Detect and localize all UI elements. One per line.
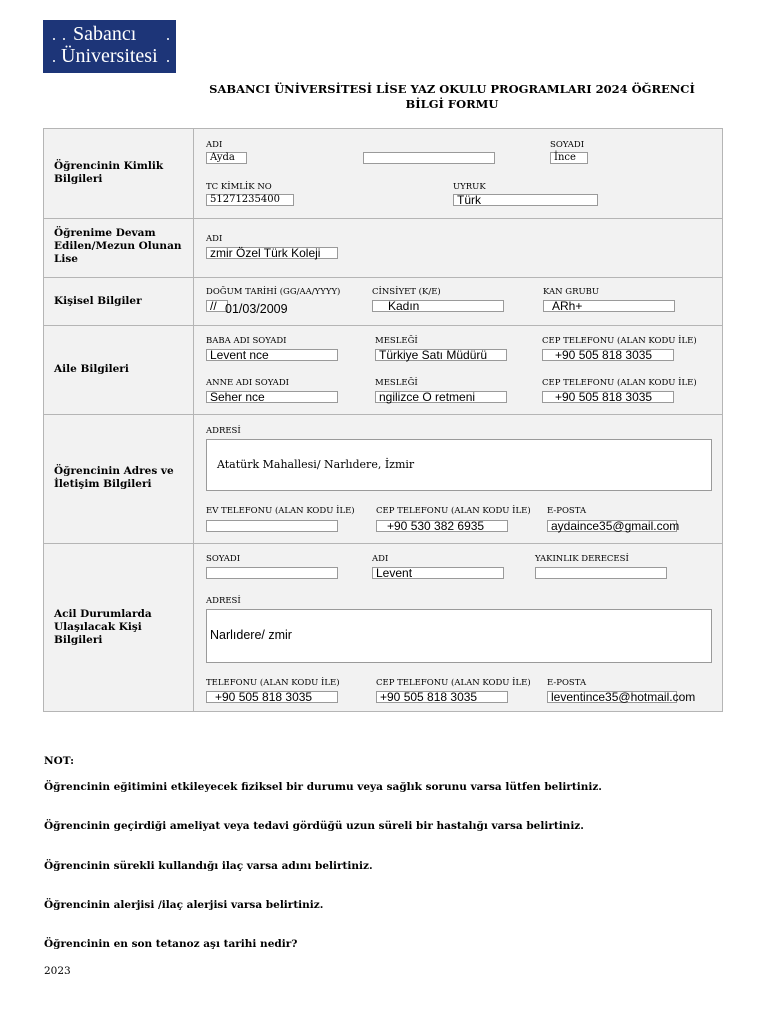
logo-line-1: Sabancı xyxy=(73,23,137,45)
school-adi-field[interactable]: zmir Özel Türk Koleji xyxy=(206,247,338,259)
section-label-identity: Öğrencinin Kimlik Bilgileri xyxy=(54,160,164,185)
mother-job-field[interactable]: ngilizce O retmeni xyxy=(375,391,507,403)
father-phone-label: CEP TELEFONU (ALAN KODU İLE) xyxy=(542,336,697,346)
emergency-adi-field[interactable]: Levent xyxy=(372,567,504,579)
dob-value: 01/03/2009 xyxy=(225,302,288,316)
identity-tc-field[interactable]: 51271235400 xyxy=(206,194,294,206)
identity-soyadi-label: SOYADI xyxy=(550,140,585,150)
emergency-address-field[interactable] xyxy=(206,609,712,663)
mother-phone-field[interactable]: +90 505 818 3035 xyxy=(542,391,674,403)
father-name-label: BABA ADI SOYADI xyxy=(206,336,287,346)
section-label-family: Aile Bilgileri xyxy=(54,363,129,375)
identity-uyruk-label: UYRUK xyxy=(453,182,486,192)
note-question-4: Öğrencinin alerjisi /ilaç alerjisi varsa belirtiniz. xyxy=(44,899,324,911)
section-label-school: Öğrenime Devam Edilen/Mezun Olunan Lise xyxy=(54,227,182,265)
emergency-phone-field[interactable]: +90 505 818 3035 xyxy=(206,691,338,703)
student-cell-label: CEP TELEFONU (ALAN KODU İLE) xyxy=(376,506,531,516)
note-heading: NOT: xyxy=(44,755,75,767)
relation-label: YAKINLIK DERECESİ xyxy=(535,554,629,564)
mother-name-label: ANNE ADI SOYADI xyxy=(206,378,289,388)
emergency-cell-label: CEP TELEFONU (ALAN KODU İLE) xyxy=(376,678,531,688)
mother-name-field[interactable]: Seher nce xyxy=(206,391,338,403)
address-label: ADRESİ xyxy=(206,426,241,436)
emergency-cell-field[interactable]: +90 505 818 3035 xyxy=(376,691,508,703)
student-email-label: E-POSTA xyxy=(547,506,587,516)
identity-adi-label: ADI xyxy=(206,140,223,150)
note-question-3: Öğrencinin sürekli kullandığı ilaç varsa adını belirtiniz. xyxy=(44,860,373,872)
section-label-address: Öğrencinin Adres ve İletişim Bilgileri xyxy=(54,465,174,490)
emergency-address-value: Narlıdere/ zmir xyxy=(210,628,292,642)
university-logo xyxy=(43,20,176,73)
form-title xyxy=(180,82,724,112)
father-job-field[interactable]: Türkiye Satı Müdürü xyxy=(375,349,507,361)
student-cell-field[interactable]: +90 530 382 6935 xyxy=(376,520,508,532)
logo-line-2: Üniversitesi xyxy=(61,45,158,67)
dob-prefix-field[interactable]: // xyxy=(206,300,228,312)
home-phone-field[interactable] xyxy=(206,520,338,532)
identity-middle-field[interactable] xyxy=(363,152,495,164)
emergency-soyadi-label: SOYADI xyxy=(206,554,241,564)
relation-field[interactable] xyxy=(535,567,667,579)
student-email-field[interactable]: aydaince35@gmail.com xyxy=(547,520,677,532)
mother-job-label: MESLEĞİ xyxy=(375,378,418,388)
emergency-email-field[interactable]: leventince35@hotmail.com xyxy=(547,691,677,703)
identity-adi-field[interactable]: Ayda xyxy=(206,152,247,164)
mother-phone-label: CEP TELEFONU (ALAN KODU İLE) xyxy=(542,378,697,388)
emergency-adi-label: ADI xyxy=(372,554,389,564)
gender-field[interactable]: Kadın xyxy=(372,300,504,312)
blood-label: KAN GRUBU xyxy=(543,287,600,297)
father-phone-field[interactable]: +90 505 818 3035 xyxy=(542,349,674,361)
form-title-line-2: BİLGİ FORMU xyxy=(405,97,499,111)
father-job-label: MESLEĞİ xyxy=(375,336,418,346)
emergency-phone-label: TELEFONU (ALAN KODU İLE) xyxy=(206,678,340,688)
emergency-address-label: ADRESİ xyxy=(206,596,241,606)
note-question-1: Öğrencinin eğitimini etkileyecek fiziksel bir durumu veya sağlık sorunu varsa lütfen belirtiniz. xyxy=(44,781,602,793)
note-question-5: Öğrencinin en son tetanoz aşı tarihi nedir? xyxy=(44,938,298,950)
address-value: Atatürk Mahallesi/ Narlıdere, İzmir xyxy=(217,458,415,471)
identity-soyadi-field[interactable]: İnce xyxy=(550,152,588,164)
identity-uyruk-field[interactable]: Türk xyxy=(453,194,598,206)
footer-year: 2023 xyxy=(44,965,71,977)
address-field[interactable] xyxy=(206,439,712,491)
note-question-2: Öğrencinin geçirdiği ameliyat veya tedavi gördüğü uzun süreli bir hastalığı varsa belirtiniz. xyxy=(44,820,584,832)
emergency-email-label: E-POSTA xyxy=(547,678,587,688)
dob-label: DOĞUM TARİHİ (GG/AA/YYYY) xyxy=(206,287,341,297)
blood-field[interactable]: ARh+ xyxy=(543,300,675,312)
section-label-personal: Kişisel Bilgiler xyxy=(54,295,142,307)
identity-tc-label: TC KİMLİK NO xyxy=(206,182,272,192)
gender-label: CİNSİYET (K/E) xyxy=(372,287,441,297)
form-title-line-1: SABANCI ÜNİVERSİTESİ LİSE YAZ OKULU PROGRAMLARI 2024 ÖĞRENCİ xyxy=(209,82,695,96)
section-label-emergency: Acil Durumlarda Ulaşılacak Kişi Bilgileri xyxy=(54,608,152,646)
emergency-soyadi-field[interactable] xyxy=(206,567,338,579)
school-adi-label: ADI xyxy=(206,234,223,244)
student-info-form xyxy=(43,128,723,712)
father-name-field[interactable]: Levent nce xyxy=(206,349,338,361)
home-phone-label: EV TELEFONU (ALAN KODU İLE) xyxy=(206,506,355,516)
